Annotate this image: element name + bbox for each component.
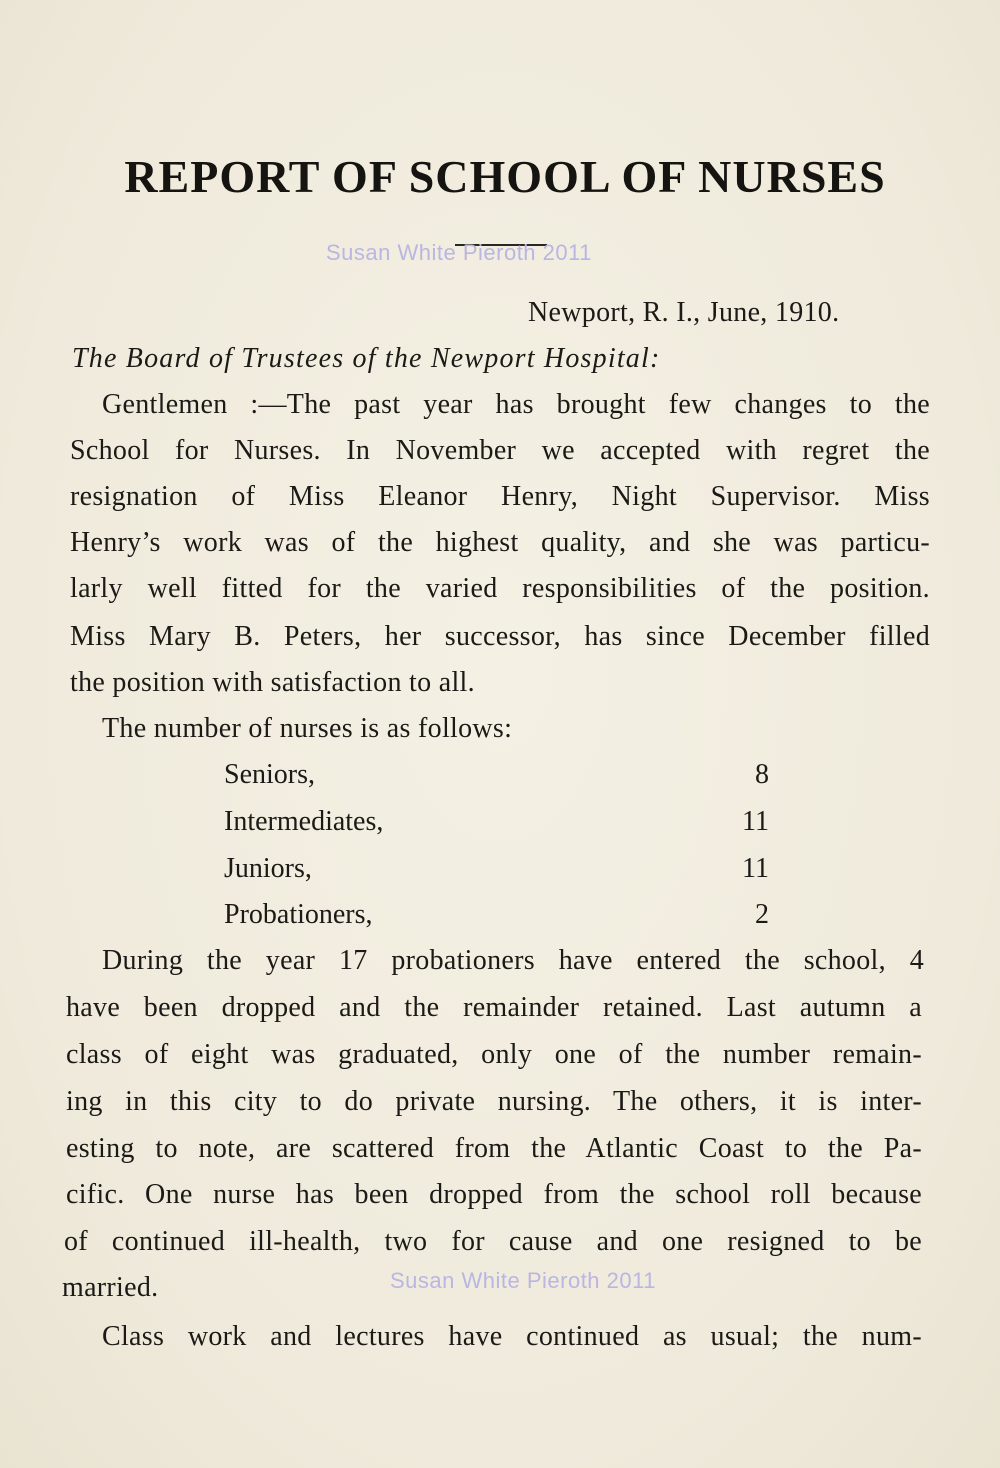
paragraph-2-line: esting to note, are scattered from the Atlantic Coast to the Pa- (66, 1133, 922, 1164)
paragraph-1-line: resignation of Miss Eleanor Henry, Night Supervisor. Miss (70, 481, 930, 512)
nurses-row-probationers (224, 898, 769, 932)
paragraph-2-line: cific. One nurse has been dropped from the school roll because (66, 1179, 922, 1210)
paragraph-1-line: Miss Mary B. Peters, her successor, has since December filled (70, 621, 930, 652)
paragraph-2-line: class of eight was graduated, only one of the number remain- (66, 1039, 922, 1070)
nurses-row-label: Intermediates, (224, 806, 384, 837)
nurses-row-intermediates (224, 805, 769, 839)
paragraph-1-line: School for Nurses. In November we accepted with regret the (70, 435, 930, 466)
paragraph-1-line: the position with satisfaction to all. (70, 667, 475, 698)
nurses-row-count: 11 (742, 853, 769, 884)
paragraph-3-line: Class work and lectures have continued as usual; the num- (102, 1321, 922, 1352)
nurses-row-count: 8 (755, 759, 769, 790)
paragraph-1-line: larly well fitted for the varied responsibilities of the position. (70, 573, 930, 604)
paragraph-2-line: married. (62, 1272, 159, 1303)
nurses-row-label: Juniors, (224, 853, 312, 884)
paragraph-1-line: Henry’s work was of the highest quality, and she was particu- (70, 527, 930, 558)
watermark-top: Susan White Pieroth 2011 (326, 240, 592, 265)
nurses-row-label: Probationers, (224, 899, 373, 930)
paragraph-2-line: During the year 17 probationers have entered the school, 4 (102, 945, 924, 976)
paragraph-2-line: have been dropped and the remainder retained. Last autumn a (66, 992, 922, 1023)
watermark-bottom: Susan White Pieroth 2011 (390, 1268, 656, 1293)
dateline: Newport, R. I., June, 1910. (528, 297, 840, 328)
paragraph-1-line: Gentlemen :—The past year has brought few changes to the (102, 389, 930, 420)
nurses-row-label: Seniors, (224, 759, 315, 790)
salutation: The Board of Trustees of the Newport Hospital: (72, 343, 661, 374)
paragraph-2-line: ing in this city to do private nursing. The others, it is inter- (66, 1086, 922, 1117)
paragraph-2-line: of continued ill-health, two for cause and one resigned to be (64, 1226, 922, 1257)
nurses-intro: The number of nurses is as follows: (102, 713, 513, 744)
nurses-row-count: 2 (755, 899, 769, 930)
nurses-row-count: 11 (742, 806, 769, 837)
page-title: REPORT OF SCHOOL OF NURSES (124, 151, 886, 202)
nurses-row-seniors (224, 758, 769, 792)
nurses-row-juniors (224, 852, 769, 886)
